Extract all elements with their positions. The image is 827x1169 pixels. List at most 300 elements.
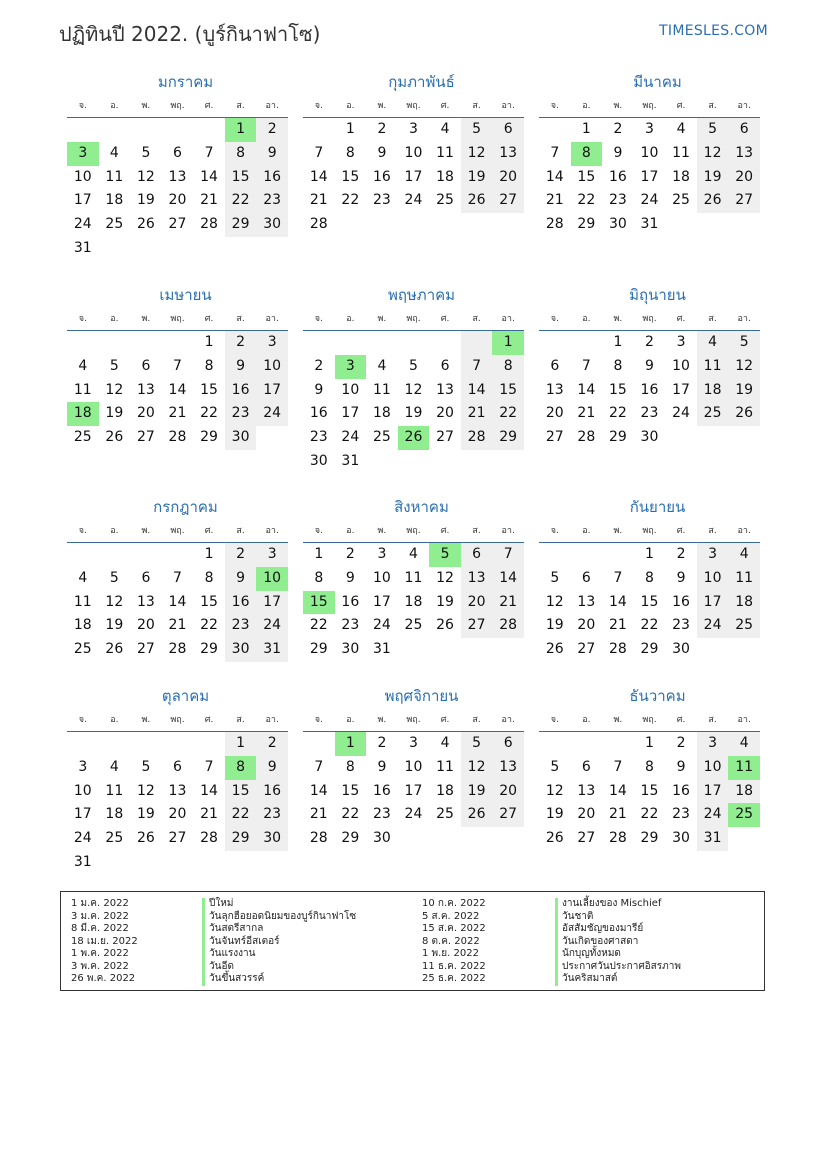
day-cell: 7 — [613, 569, 623, 586]
holiday-date: 18 เม.ย. 2022 — [71, 935, 138, 947]
day-cell: 4 — [109, 758, 119, 775]
day-cell: 1 — [225, 732, 257, 756]
day-cell: 12 — [545, 593, 564, 610]
weekday-label: จ. — [78, 101, 87, 111]
day-cell: 21 — [577, 405, 596, 422]
day-cell: 16 — [640, 381, 659, 398]
day-cell: 16 — [309, 405, 328, 422]
weekday-label: จ. — [314, 314, 323, 324]
day-cell: 30 — [225, 426, 257, 450]
day-cell: 25 — [73, 429, 92, 446]
day-cell: 9 — [225, 355, 257, 379]
day-cell: 28 — [200, 216, 218, 233]
month-name: เมษายน — [159, 286, 212, 304]
day-cell: 1 — [225, 118, 257, 142]
day-grid — [303, 118, 524, 237]
empty-day-cell — [67, 543, 99, 567]
empty-day-cell — [130, 732, 162, 756]
day-cell: 12 — [105, 381, 124, 398]
day-cell: 20 — [168, 192, 187, 209]
day-cell: 8 — [345, 758, 355, 775]
day-cell: 28 — [200, 830, 218, 847]
day-cell: 17 — [404, 168, 423, 185]
day-cell: 15 — [225, 780, 257, 804]
day-cell: 21 — [200, 806, 218, 823]
day-cell: 13 — [168, 168, 187, 185]
day-cell: 20 — [136, 405, 155, 422]
day-cell: 13 — [168, 782, 187, 799]
day-cell: 13 — [492, 142, 524, 166]
day-cell: 10 — [640, 144, 659, 161]
empty-day-cell — [193, 732, 225, 756]
day-cell: 19 — [697, 166, 729, 190]
day-cell: 17 — [256, 591, 288, 615]
day-cell: 13 — [577, 593, 596, 610]
day-cell: 3 — [78, 758, 88, 775]
day-cell: 29 — [608, 429, 627, 446]
weekday-label: พ. — [377, 526, 387, 536]
empty-day-cell — [162, 732, 194, 756]
day-cell: 29 — [640, 830, 659, 847]
day-cell: 26 — [461, 803, 493, 827]
day-cell: 3 — [409, 121, 418, 137]
day-cell: 20 — [492, 780, 524, 804]
day-cell: 18 — [105, 192, 124, 209]
day-cell: 9 — [314, 381, 324, 398]
day-cell: 24 — [697, 803, 729, 827]
weekday-label: อา. — [737, 314, 751, 324]
holiday-date: 25 ธ.ค. 2022 — [422, 973, 486, 984]
empty-day-cell — [303, 331, 335, 355]
day-cell: 16 — [256, 780, 288, 804]
day-grid — [539, 331, 760, 450]
day-cell: 3 — [256, 543, 288, 567]
holiday-list — [60, 891, 765, 991]
holiday-date: 11 ธ.ค. 2022 — [422, 960, 486, 972]
day-cell: 22 — [200, 617, 218, 634]
day-cell: 7 — [204, 758, 214, 775]
day-cell: 23 — [372, 192, 391, 209]
day-cell: 5 — [141, 144, 151, 161]
weekday-label: ศ. — [676, 314, 686, 324]
weekday-label: พ. — [613, 101, 623, 111]
day-cell: 26 — [105, 641, 124, 658]
day-cell: 12 — [728, 355, 760, 379]
day-cell: 30 — [672, 641, 690, 658]
day-cell: 9 — [645, 357, 654, 374]
day-cell: 22 — [608, 405, 627, 422]
day-grid — [539, 732, 760, 851]
day-cell: 24 — [404, 806, 423, 823]
holiday-name: ปีใหม่ — [202, 898, 356, 911]
weekday-label: ศ. — [204, 314, 214, 324]
day-cell: 16 — [225, 379, 257, 403]
day-cell: 1 — [345, 121, 355, 137]
weekday-label: อ. — [582, 526, 591, 536]
day-cell: 13 — [136, 593, 155, 610]
day-cell: 10 — [372, 569, 391, 586]
page-title: ปฏิทินปี 2022. (บูร์กินาฟาโซ) — [59, 22, 321, 46]
weekday-label: ศ. — [676, 715, 686, 725]
weekday-label: ส. — [472, 715, 481, 725]
month-calendar — [303, 70, 524, 237]
month-name: พฤษภาคม — [387, 286, 456, 304]
weekday-label: อ. — [582, 101, 591, 111]
day-cell: 1 — [492, 331, 524, 355]
day-cell: 27 — [492, 189, 524, 213]
day-cell: 21 — [461, 402, 493, 426]
day-cell: 24 — [697, 614, 729, 638]
weekday-label: อา. — [501, 101, 515, 111]
weekday-label: จ. — [550, 314, 559, 324]
day-cell: 8 — [571, 142, 603, 166]
holiday-date: 15 ส.ค. 2022 — [422, 923, 486, 934]
day-cell: 18 — [728, 780, 760, 804]
day-cell: 28 — [608, 641, 627, 658]
weekday-label: อ. — [110, 101, 119, 111]
day-cell: 10 — [404, 758, 423, 775]
day-cell: 7 — [492, 543, 524, 567]
day-cell: 11 — [436, 144, 454, 161]
day-grid — [303, 543, 524, 662]
day-cell: 2 — [377, 735, 387, 751]
day-cell: 4 — [109, 144, 119, 161]
day-cell: 27 — [168, 216, 187, 233]
day-cell: 1 — [581, 121, 591, 137]
day-cell: 19 — [461, 780, 493, 804]
day-cell: 23 — [608, 192, 627, 209]
day-cell: 3 — [335, 355, 367, 379]
day-cell: 10 — [256, 567, 288, 591]
day-cell: 10 — [341, 381, 360, 398]
day-cell: 29 — [225, 213, 257, 237]
weekday-label: พ. — [141, 101, 151, 111]
day-cell: 4 — [440, 121, 450, 137]
empty-day-cell — [99, 331, 131, 355]
weekday-label: อ. — [346, 715, 355, 725]
day-cell: 25 — [728, 803, 760, 827]
day-cell: 18 — [728, 591, 760, 615]
day-cell: 27 — [461, 614, 493, 638]
day-cell: 5 — [728, 331, 760, 355]
day-cell: 19 — [545, 617, 564, 634]
day-cell: 27 — [136, 429, 155, 446]
weekday-label: อา. — [265, 526, 279, 536]
weekday-label: ส. — [472, 101, 481, 111]
day-cell: 27 — [136, 641, 155, 658]
day-cell: 25 — [672, 192, 690, 209]
holiday-name: งานเลี้ยงของ Mischief — [555, 898, 681, 911]
weekday-header — [67, 94, 288, 118]
day-cell: 28 — [461, 426, 493, 450]
month-name: ธันวาคม — [629, 687, 686, 705]
day-cell: 22 — [225, 189, 257, 213]
day-cell: 3 — [697, 543, 729, 567]
day-cell: 22 — [309, 617, 328, 634]
day-cell: 11 — [73, 381, 92, 398]
day-cell: 29 — [225, 827, 257, 851]
weekday-label: ส. — [236, 715, 245, 725]
day-grid — [539, 543, 760, 662]
holiday-dates-left — [71, 898, 138, 986]
day-cell: 16 — [672, 593, 690, 610]
day-cell: 8 — [204, 357, 214, 374]
day-cell: 28 — [309, 216, 328, 233]
holiday-date: 3 พ.ค. 2022 — [71, 960, 129, 972]
weekday-label: พฤ. — [642, 314, 657, 324]
weekday-label: อา. — [265, 715, 279, 725]
day-grid — [67, 732, 288, 875]
day-cell: 2 — [645, 334, 654, 350]
day-cell: 13 — [461, 567, 493, 591]
day-cell: 24 — [372, 617, 391, 634]
day-cell: 13 — [492, 756, 524, 780]
weekday-label: อ. — [346, 101, 355, 111]
month-calendar — [303, 495, 524, 662]
weekday-label: อา. — [737, 101, 751, 111]
day-cell: 3 — [645, 121, 654, 137]
empty-day-cell — [162, 118, 194, 142]
day-grid — [303, 331, 524, 474]
day-cell: 23 — [372, 806, 391, 823]
day-cell: 11 — [728, 756, 760, 780]
month-calendar — [539, 283, 760, 450]
day-cell: 19 — [461, 166, 493, 190]
day-cell: 18 — [73, 617, 92, 634]
day-cell: 14 — [200, 168, 218, 185]
day-cell: 20 — [461, 591, 493, 615]
day-cell: 22 — [341, 806, 360, 823]
day-cell: 16 — [256, 166, 288, 190]
day-cell: 1 — [204, 546, 214, 562]
day-cell: 5 — [697, 118, 729, 142]
empty-day-cell — [366, 331, 398, 355]
month-calendar — [303, 283, 524, 474]
day-cell: 29 — [200, 641, 218, 658]
weekday-label: อา. — [501, 314, 515, 324]
day-cell: 17 — [672, 381, 690, 398]
weekday-header — [303, 307, 524, 331]
weekday-label: ศ. — [676, 526, 686, 536]
weekday-label: พฤ. — [406, 715, 421, 725]
day-cell: 28 — [608, 830, 627, 847]
empty-day-cell — [398, 331, 430, 355]
day-cell: 8 — [204, 569, 214, 586]
weekday-header — [539, 94, 760, 118]
day-cell: 5 — [429, 543, 461, 567]
day-cell: 9 — [256, 142, 288, 166]
weekday-header — [539, 519, 760, 543]
day-cell: 14 — [461, 379, 493, 403]
day-cell: 18 — [436, 782, 454, 799]
weekday-label: จ. — [314, 101, 323, 111]
day-cell: 28 — [168, 429, 187, 446]
day-cell: 30 — [256, 213, 288, 237]
month-calendar — [539, 70, 760, 237]
day-cell: 1 — [645, 546, 654, 562]
empty-day-cell — [193, 118, 225, 142]
day-cell: 28 — [577, 429, 596, 446]
day-cell: 15 — [303, 591, 335, 615]
day-cell: 9 — [377, 758, 387, 775]
weekday-label: พฤ. — [170, 715, 185, 725]
empty-day-cell — [99, 118, 131, 142]
weekday-label: พ. — [613, 314, 623, 324]
day-cell: 12 — [697, 142, 729, 166]
day-cell: 1 — [335, 732, 367, 756]
weekday-label: อา. — [265, 314, 279, 324]
day-cell: 21 — [492, 591, 524, 615]
day-cell: 15 — [640, 782, 659, 799]
month-name: มิถุนายน — [629, 286, 686, 304]
weekday-label: อ. — [582, 314, 591, 324]
weekday-label: ส. — [472, 314, 481, 324]
day-cell: 3 — [676, 334, 686, 350]
day-cell: 27 — [577, 830, 596, 847]
holiday-date: 1 พ.ค. 2022 — [71, 948, 129, 959]
month-calendar — [539, 684, 760, 851]
day-cell: 8 — [492, 355, 524, 379]
site-link[interactable]: TIMESLES.COM — [659, 23, 768, 39]
day-cell: 4 — [728, 543, 760, 567]
weekday-header — [303, 94, 524, 118]
day-cell: 27 — [728, 189, 760, 213]
day-cell: 31 — [73, 239, 92, 256]
day-cell: 29 — [640, 641, 659, 658]
day-cell: 6 — [581, 758, 591, 775]
day-cell: 29 — [309, 641, 328, 658]
day-cell: 20 — [545, 405, 564, 422]
day-grid — [67, 118, 288, 261]
day-cell: 22 — [640, 617, 659, 634]
day-cell: 17 — [256, 379, 288, 403]
weekday-label: ส. — [236, 101, 245, 111]
day-cell: 21 — [309, 806, 328, 823]
holiday-names-left — [202, 898, 356, 986]
day-cell: 6 — [141, 357, 151, 374]
day-cell: 8 — [645, 569, 654, 586]
holiday-name: นักบุญทั้งหมด — [555, 948, 681, 961]
day-cell: 25 — [436, 806, 454, 823]
day-cell: 8 — [613, 357, 623, 374]
day-cell: 9 — [345, 569, 355, 586]
holiday-name: วันขึ้นสวรรค์ — [202, 973, 356, 986]
day-cell: 6 — [492, 118, 524, 142]
day-cell: 15 — [341, 168, 360, 185]
day-cell: 23 — [256, 803, 288, 827]
day-cell: 7 — [173, 357, 182, 374]
day-cell: 24 — [341, 429, 360, 446]
day-cell: 20 — [728, 166, 760, 190]
empty-day-cell — [539, 331, 571, 355]
day-cell: 13 — [436, 381, 454, 398]
weekday-label: จ. — [550, 101, 559, 111]
day-cell: 17 — [73, 806, 92, 823]
day-cell: 5 — [550, 758, 560, 775]
day-cell: 12 — [461, 756, 493, 780]
weekday-header — [67, 708, 288, 732]
day-cell: 10 — [73, 168, 92, 185]
day-cell: 18 — [105, 806, 124, 823]
day-cell: 30 — [309, 452, 328, 469]
day-cell: 31 — [372, 641, 391, 658]
weekday-label: ศ. — [676, 101, 686, 111]
day-cell: 2 — [676, 735, 686, 751]
day-cell: 2 — [314, 357, 324, 374]
holiday-name: วันเกิดของศาสดา — [555, 936, 681, 949]
day-cell: 20 — [492, 166, 524, 190]
day-cell: 4 — [697, 331, 729, 355]
day-cell: 9 — [613, 144, 623, 161]
empty-day-cell — [571, 732, 603, 756]
day-cell: 6 — [492, 732, 524, 756]
day-cell: 11 — [105, 168, 124, 185]
day-cell: 25 — [436, 192, 454, 209]
day-cell: 3 — [256, 331, 288, 355]
day-cell: 4 — [377, 357, 387, 374]
day-cell: 31 — [640, 216, 659, 233]
day-cell: 6 — [550, 357, 560, 374]
day-cell: 6 — [581, 569, 591, 586]
holiday-name: วันคริสมาสต์ — [555, 973, 681, 986]
day-cell: 15 — [200, 381, 218, 398]
day-cell: 11 — [672, 144, 690, 161]
day-cell: 20 — [136, 617, 155, 634]
day-cell: 28 — [545, 216, 564, 233]
weekday-label: ศ. — [440, 715, 450, 725]
holiday-name: วันจันทร์อีสเตอร์ — [202, 936, 356, 949]
day-cell: 6 — [728, 118, 760, 142]
empty-day-cell — [162, 331, 194, 355]
day-cell: 30 — [640, 429, 659, 446]
day-cell: 14 — [492, 567, 524, 591]
month-name: พฤศจิกายน — [384, 687, 459, 705]
day-cell: 12 — [461, 142, 493, 166]
day-cell: 3 — [409, 735, 418, 751]
day-cell: 26 — [398, 426, 430, 450]
day-cell: 13 — [728, 142, 760, 166]
day-cell: 10 — [697, 567, 729, 591]
day-cell: 11 — [105, 782, 124, 799]
day-cell: 23 — [256, 189, 288, 213]
weekday-label: ส. — [472, 526, 481, 536]
day-cell: 30 — [256, 827, 288, 851]
day-cell: 28 — [492, 614, 524, 638]
day-cell: 4 — [676, 121, 686, 137]
day-cell: 7 — [613, 758, 623, 775]
weekday-label: อ. — [346, 314, 355, 324]
day-cell: 22 — [200, 405, 218, 422]
weekday-label: พ. — [377, 101, 387, 111]
weekday-label: พ. — [141, 715, 151, 725]
empty-day-cell — [539, 543, 571, 567]
weekday-label: จ. — [550, 715, 559, 725]
day-cell: 19 — [105, 405, 124, 422]
day-cell: 12 — [136, 168, 155, 185]
weekday-label: พ. — [141, 526, 151, 536]
day-cell: 15 — [341, 782, 360, 799]
day-cell: 20 — [168, 806, 187, 823]
day-cell: 27 — [577, 641, 596, 658]
weekday-label: ศ. — [204, 526, 214, 536]
day-cell: 15 — [200, 593, 218, 610]
day-cell: 31 — [73, 853, 92, 870]
day-cell: 26 — [545, 641, 564, 658]
day-cell: 8 — [225, 142, 257, 166]
day-cell: 21 — [200, 192, 218, 209]
day-cell: 3 — [697, 732, 729, 756]
weekday-label: อ. — [110, 314, 119, 324]
